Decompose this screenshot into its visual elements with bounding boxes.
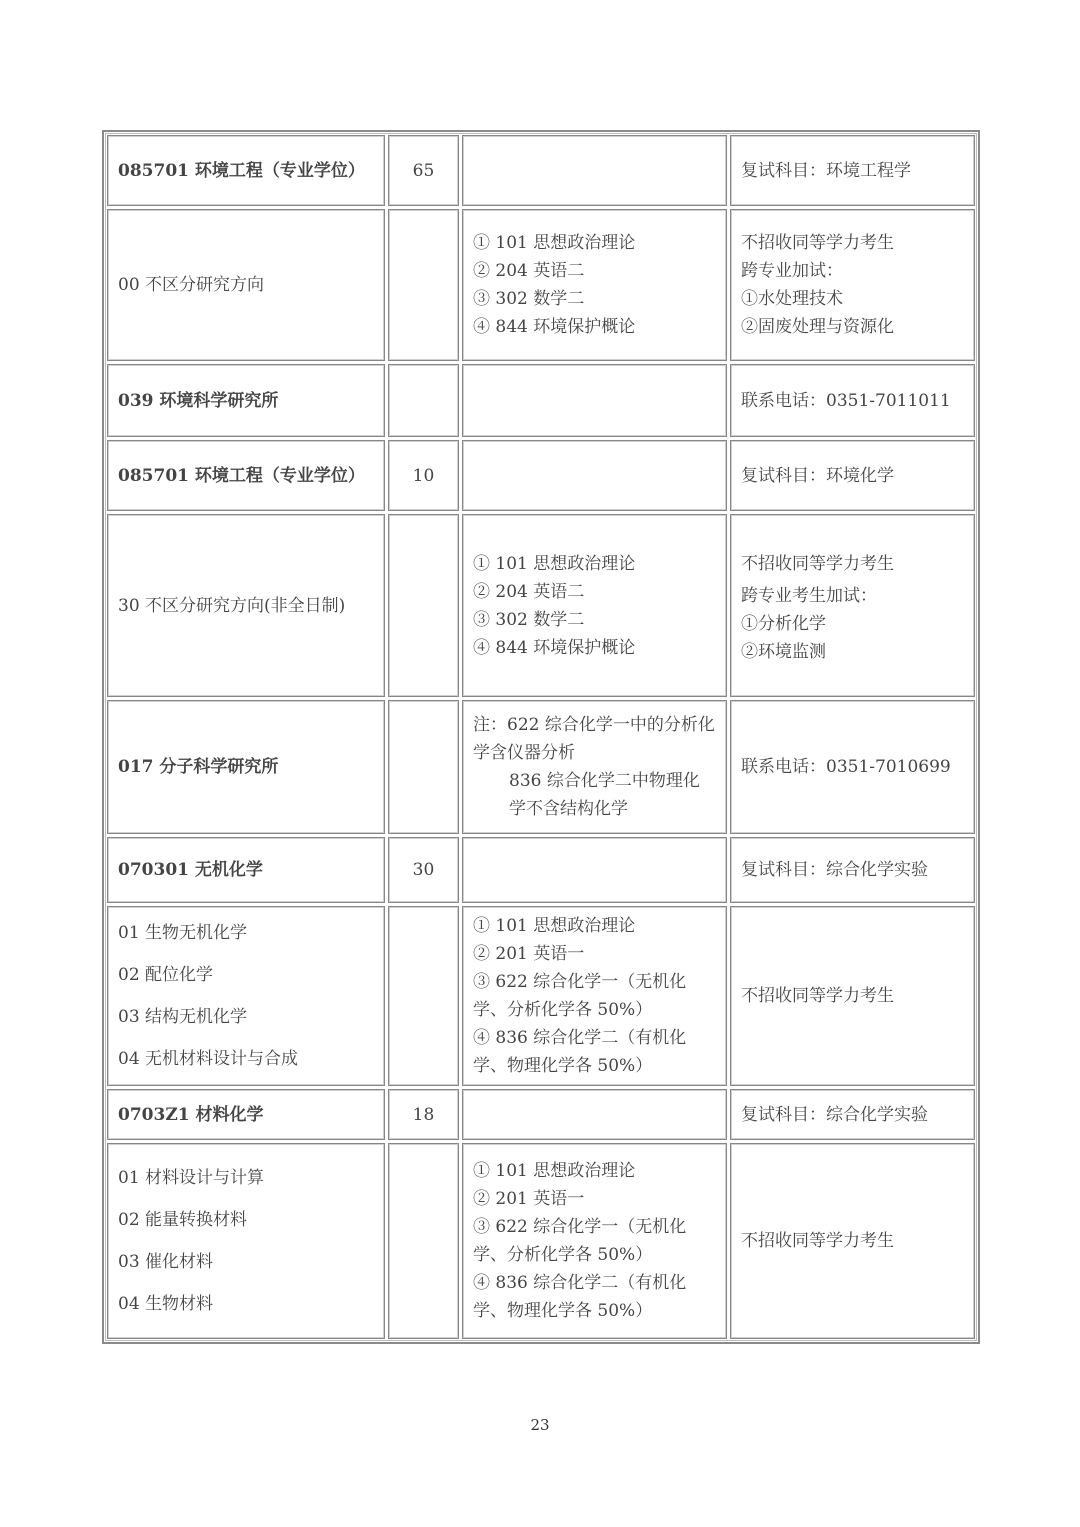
contact-phone-cell: 联系电话：0351-7011011 (730, 364, 975, 437)
note-line: 不招收同等学力考生 (741, 986, 894, 1006)
table-row-major (107, 1089, 975, 1140)
exam-subject: ④ 836 综合化学二（有机化学、物理化学各 50%） (473, 1273, 687, 1321)
table-row-institute (107, 700, 975, 834)
table-row-direction (107, 514, 975, 697)
exam-subject: ③ 622 综合化学一（无机化学、分析化学各 50%） (473, 972, 687, 1020)
exam-subjects-cell (462, 906, 727, 1086)
exam-note-text: 836 综合化学二中物理化学不含结构化学 (509, 771, 700, 819)
table-row-major (107, 440, 975, 511)
exam-subject: ③ 302 数学二 (473, 289, 585, 309)
table-row-major (107, 837, 975, 903)
note-line: ②固废处理与资源化 (741, 317, 894, 337)
quota-cell (388, 906, 459, 1086)
quota-cell: 10 (388, 440, 459, 511)
page-number: 23 (530, 1416, 550, 1434)
note-line: ①水处理技术 (741, 289, 843, 309)
direction-item: 04 生物材料 (118, 1294, 214, 1314)
note-line: 跨专业考生加试： (741, 585, 877, 606)
exam-subject: ② 204 英语二 (473, 261, 585, 281)
table-row-direction (107, 1143, 975, 1339)
exam-subjects-cell (462, 135, 727, 206)
admissions-table (102, 130, 980, 1344)
research-direction-cell (107, 906, 385, 1086)
exam-subjects-cell (462, 837, 727, 903)
table-row-direction (107, 209, 975, 361)
notes-cell (730, 209, 975, 361)
exam-subjects-cell (462, 364, 727, 437)
note-line: 不招收同等学力考生 (741, 553, 894, 574)
exam-subject: ② 201 英语一 (473, 944, 585, 964)
research-direction-cell (107, 1143, 385, 1339)
research-direction-cell (107, 209, 385, 361)
direction-item: 03 催化材料 (118, 1252, 214, 1272)
notes-cell (730, 1143, 975, 1339)
exam-subject: ② 201 英语一 (473, 1189, 585, 1209)
exam-subject: ③ 302 数学二 (473, 609, 585, 630)
exam-subject: ① 101 思想政治理论 (473, 1161, 636, 1181)
exam-subject: ① 101 思想政治理论 (473, 916, 636, 936)
exam-subject: ④ 836 综合化学二（有机化学、物理化学各 50%） (473, 1028, 687, 1076)
exam-subjects-cell (462, 1089, 727, 1140)
direction-item: 01 生物无机化学 (118, 923, 248, 943)
direction-item: 00 不区分研究方向 (118, 275, 265, 295)
quota-cell (388, 700, 459, 834)
exam-subjects-cell (462, 1143, 727, 1339)
note-line: 跨专业加试： (741, 261, 843, 281)
note-line: ①分析化学 (741, 613, 826, 634)
notes-cell (730, 906, 975, 1086)
notes-cell: 复试科目：环境化学 (730, 440, 975, 511)
exam-subject: ① 101 思想政治理论 (473, 233, 636, 253)
quota-cell (388, 514, 459, 697)
exam-note-line (473, 767, 716, 823)
quota-cell: 18 (388, 1089, 459, 1140)
exam-subject: ② 204 英语二 (473, 581, 585, 602)
notes-cell: 复试科目：环境工程学 (730, 135, 975, 206)
direction-item: 04 无机材料设计与合成 (118, 1049, 299, 1069)
table-row-direction (107, 906, 975, 1086)
major-name-cell: 070301 无机化学 (107, 837, 385, 903)
note-line: 不招收同等学力考生 (741, 1231, 894, 1251)
research-direction-cell (107, 514, 385, 697)
exam-note-line: 注：622 综合化学一中的分析化学含仪器分析 (473, 715, 715, 763)
institute-name-cell: 039 环境科学研究所 (107, 364, 385, 437)
exam-subjects-cell (462, 514, 727, 697)
notes-cell (730, 514, 975, 697)
direction-item: 02 配位化学 (118, 965, 214, 985)
institute-name-cell: 017 分子科学研究所 (107, 700, 385, 834)
direction-item: 30 不区分研究方向(非全日制) (118, 595, 346, 616)
exam-subjects-cell (462, 440, 727, 511)
quota-cell (388, 209, 459, 361)
contact-phone-cell: 联系电话：0351-7010699 (730, 700, 975, 834)
notes-cell: 复试科目：综合化学实验 (730, 837, 975, 903)
exam-subject: ④ 844 环境保护概论 (473, 317, 636, 337)
table-row-major (107, 135, 975, 206)
table-row-institute (107, 364, 975, 437)
direction-item: 02 能量转换材料 (118, 1210, 248, 1230)
quota-cell: 65 (388, 135, 459, 206)
exam-subject: ③ 622 综合化学一（无机化学、分析化学各 50%） (473, 1217, 687, 1265)
notes-cell: 复试科目：综合化学实验 (730, 1089, 975, 1140)
exam-subjects-cell (462, 209, 727, 361)
quota-cell (388, 364, 459, 437)
note-line: ②环境监测 (741, 641, 826, 662)
exam-subject: ① 101 思想政治理论 (473, 553, 636, 574)
major-name-cell: 0703Z1 材料化学 (107, 1089, 385, 1140)
major-name-cell: 085701 环境工程（专业学位） (107, 135, 385, 206)
direction-item: 03 结构无机化学 (118, 1007, 248, 1027)
direction-item: 01 材料设计与计算 (118, 1168, 265, 1188)
exam-note-cell (462, 700, 727, 834)
note-line: 不招收同等学力考生 (741, 233, 894, 253)
exam-subject: ④ 844 环境保护概论 (473, 637, 636, 658)
quota-cell (388, 1143, 459, 1339)
major-name-cell: 085701 环境工程（专业学位） (107, 440, 385, 511)
quota-cell: 30 (388, 837, 459, 903)
